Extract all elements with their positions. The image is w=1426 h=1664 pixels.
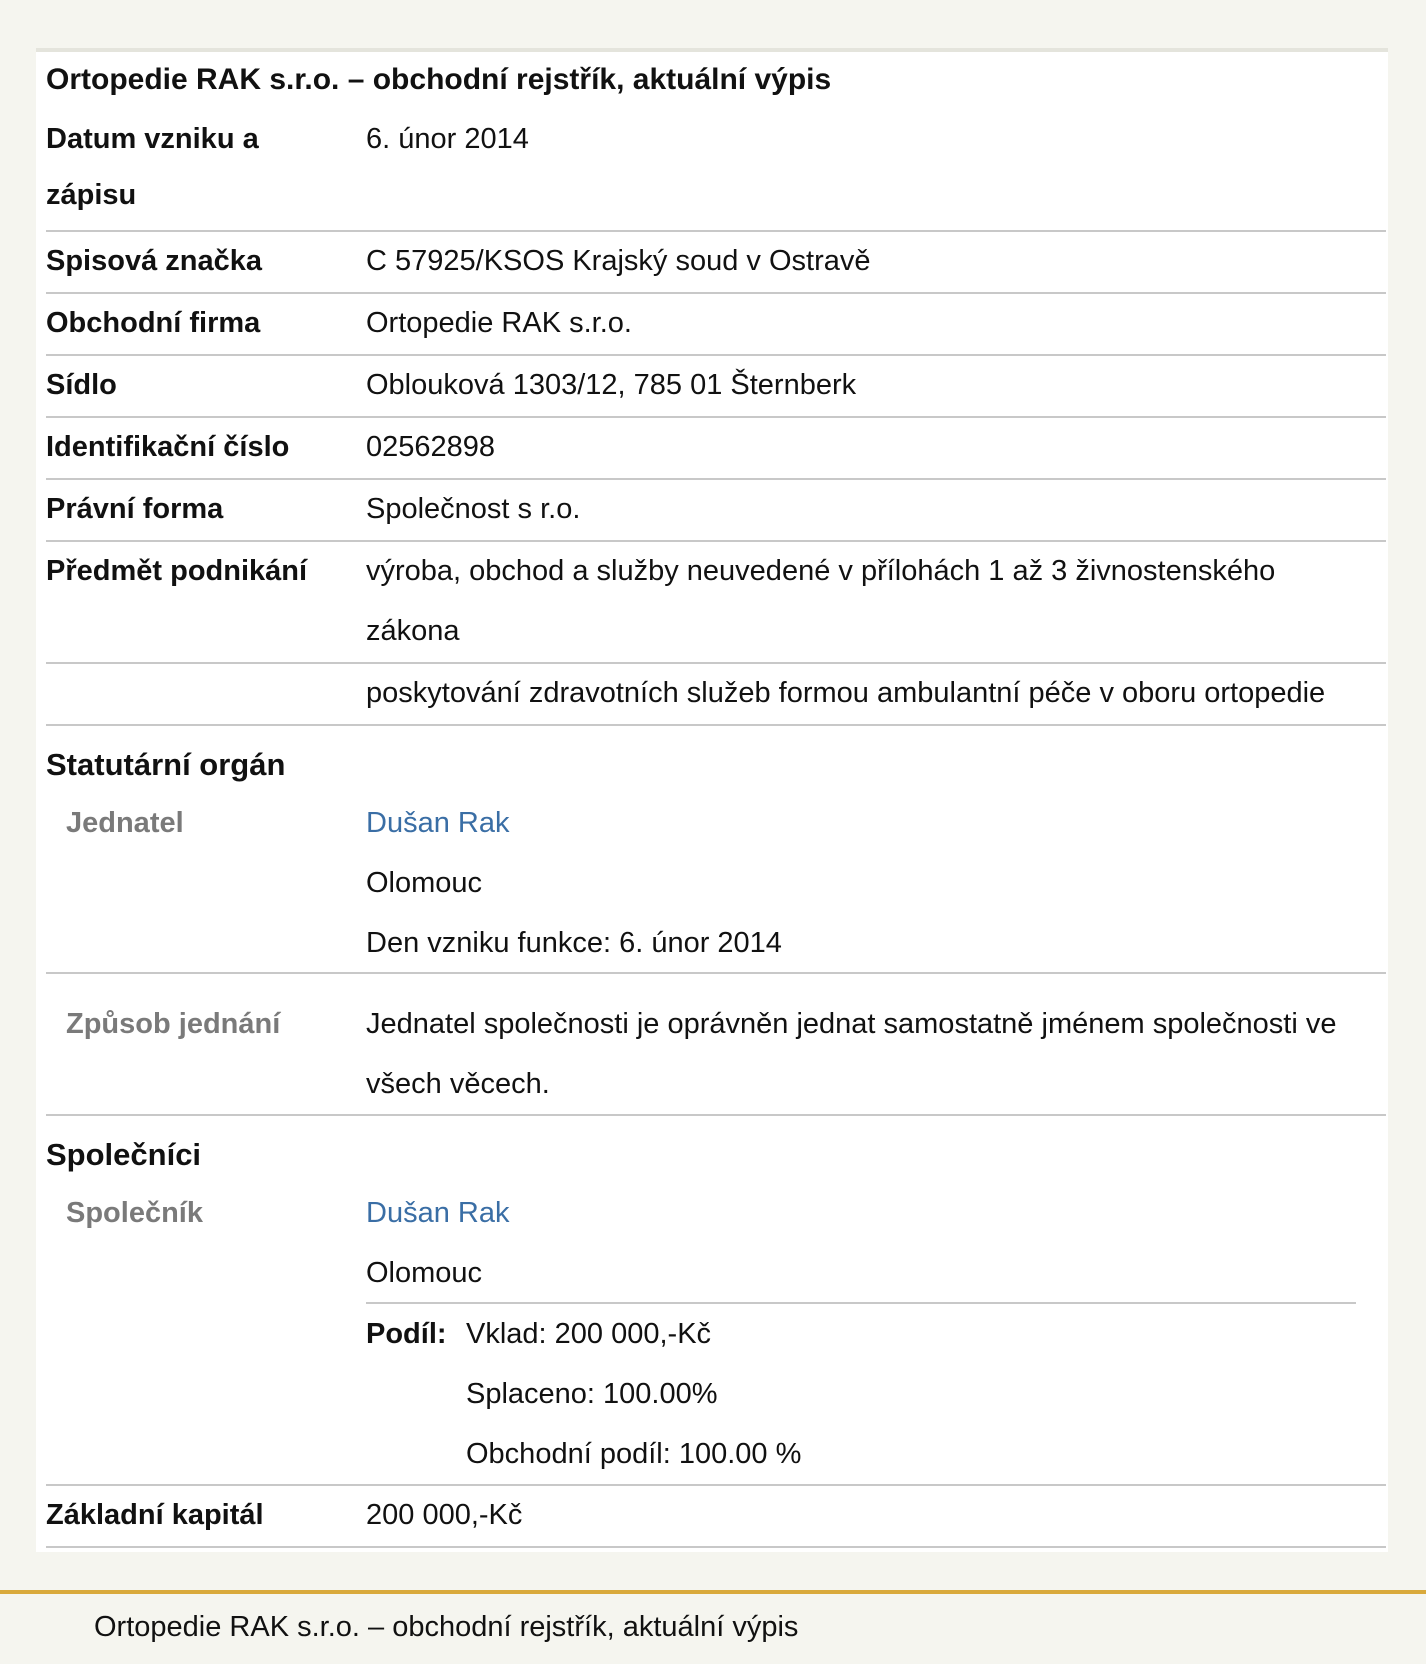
obchodni-podil-value: Obchodní podíl: 100.00 %: [466, 1438, 802, 1470]
statutarni-heading: Statutární orgán: [46, 747, 286, 782]
datum-value: 6. únor 2014: [366, 123, 529, 155]
datum-label: Datum vzniku a: [46, 123, 259, 155]
zpusob-value: Jednatel společnosti je oprávněn jednat samostatně jménem společnosti ve: [366, 1008, 1337, 1040]
sidlo-value: Oblouková 1303/12, 785 01 Šternberk: [366, 369, 857, 401]
kapital-label: Základní kapitál: [46, 1499, 264, 1531]
spolecnik-city: Olomouc: [366, 1257, 483, 1289]
footer-title: Ortopedie RAK s.r.o. – obchodní rejstřík, aktuální výpis: [94, 1611, 799, 1643]
spolecnik-label: Společník: [66, 1197, 203, 1229]
predmet-value-1-cont: zákona: [366, 615, 460, 647]
kapital-value: 200 000,-Kč: [366, 1499, 523, 1531]
ic-label: Identifikační číslo: [46, 431, 290, 463]
datum-label-cont: zápisu: [46, 179, 137, 211]
jednatel-city: Olomouc: [366, 867, 483, 899]
spisova-value: C 57925/KSOS Krajský soud v Ostravě: [366, 245, 871, 277]
forma-value: Společnost s r.o.: [366, 493, 581, 525]
row-divider: [46, 1114, 1386, 1116]
row-divider: [46, 972, 1386, 974]
predmet-label: Předmět podnikání: [46, 555, 308, 587]
vklad-value: Vklad: 200 000,-Kč: [466, 1318, 712, 1350]
zpusob-value-cont: všech věcech.: [366, 1068, 550, 1100]
row-divider: [46, 478, 1386, 480]
spolecnik-name-link[interactable]: Dušan Rak: [366, 1197, 510, 1229]
firma-label: Obchodní firma: [46, 307, 261, 339]
jednatel-label: Jednatel: [66, 807, 184, 839]
splaceno-value: Splaceno: 100.00%: [466, 1378, 718, 1410]
page-title: Ortopedie RAK s.r.o. – obchodní rejstřík, aktuální výpis: [46, 63, 832, 96]
predmet-value-2: poskytování zdravotních služeb formou ambulantní péče v oboru ortopedie: [366, 677, 1326, 709]
sidlo-label: Sídlo: [46, 369, 117, 401]
jednatel-since: Den vzniku funkce: 6. únor 2014: [366, 927, 782, 959]
zpusob-label: Způsob jednání: [66, 1008, 281, 1040]
forma-label: Právní forma: [46, 493, 224, 525]
row-divider: [46, 724, 1386, 726]
jednatel-name-link[interactable]: Dušan Rak: [366, 807, 510, 839]
row-divider: [46, 1546, 1386, 1548]
firma-value: Ortopedie RAK s.r.o.: [366, 307, 632, 339]
podil-label: Podíl:: [366, 1318, 447, 1350]
spolecnici-heading: Společníci: [46, 1137, 202, 1172]
spisova-label: Spisová značka: [46, 245, 262, 277]
ic-value: 02562898: [366, 431, 496, 463]
predmet-value-1: výroba, obchod a služby neuvedené v přílohách 1 až 3 živnostenského: [366, 555, 1276, 587]
